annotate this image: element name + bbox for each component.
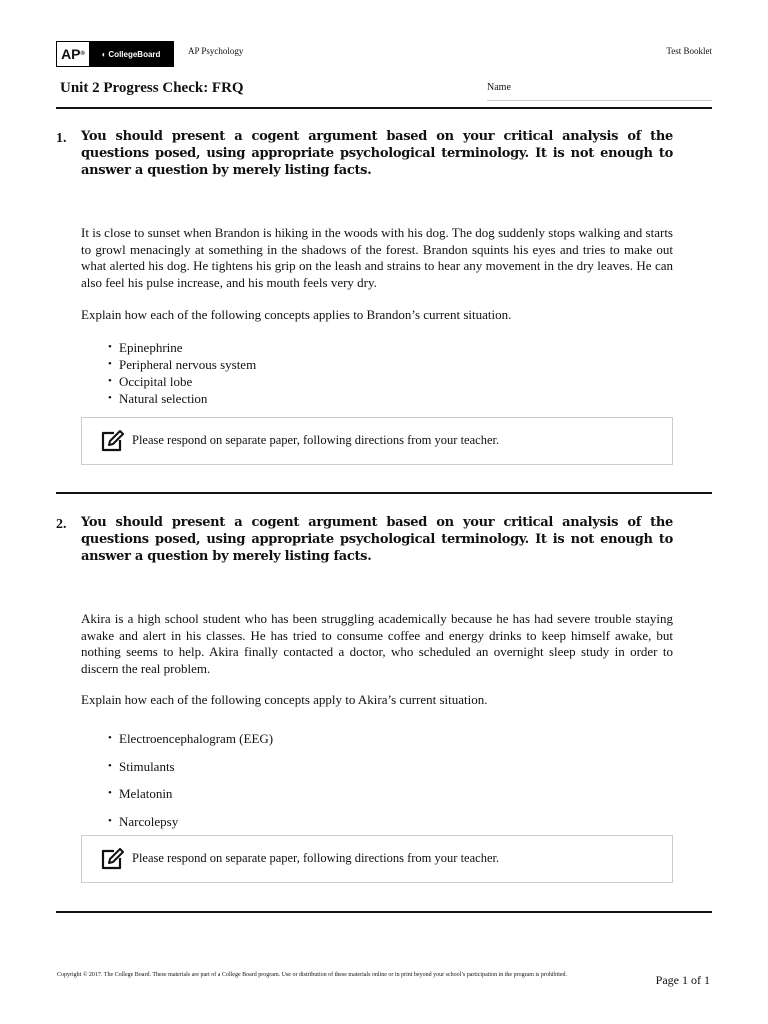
response-note: Please respond on separate paper, following directions from your teacher.	[132, 851, 500, 865]
concept-item: • Stimulants	[108, 753, 273, 781]
ap-logo: AP ®	[57, 42, 89, 66]
copyright-notice: Copyright © 2017. The College Board. These materials are part of a College Board program. Use or distribution of these materials online or in print beyond your school’s participation in the program is prohibited.	[57, 972, 568, 978]
response-note: Please respond on separate paper, following directions from your teacher.	[132, 433, 500, 447]
question-instruction: You should present a cogent argument based on your critical analysis of the questions posed, using appropriate psychological terminology. It is not enough to answer a question by merely listing facts.	[81, 515, 673, 564]
ap-college-board-logo	[56, 41, 174, 67]
response-box	[81, 835, 673, 883]
question-scenario: It is close to sunset when Brandon is hiking in the woods with his dog. The dog suddenly stops walking and starts to growl menacingly at something in the shadows of the forest. Brandon squints his eyes and tries to make out what alerted his dog. He tightens his grip on the leash and strains to hear any movement in the dry leaves. He can also feel his pulse increase, and his mouth feels very dry.	[81, 225, 673, 290]
question-prompt: Explain how each of the following concepts applies to Brandon’s current situation.	[81, 307, 512, 322]
question-number: 2.	[56, 517, 67, 532]
question-prompt: Explain how each of the following concepts apply to Akira’s current situation.	[81, 692, 488, 707]
concept-item: • Peripheral nervous system	[108, 356, 256, 373]
divider	[56, 107, 712, 109]
concept-item: • Narcolepsy	[108, 808, 273, 836]
concept-list	[108, 339, 256, 407]
name-line	[487, 100, 712, 101]
question-instruction: You should present a cogent argument based on your critical analysis of the questions posed, using appropriate psychological terminology. It is not enough to answer a question by merely listing facts.	[81, 129, 673, 178]
name-label: Name	[487, 82, 511, 93]
divider	[56, 911, 712, 913]
concept-list	[108, 725, 273, 835]
acorn-icon: ◐	[101, 49, 107, 59]
course-name: AP Psychology	[188, 46, 244, 56]
concept-item: • Electroencephalogram (EEG)	[108, 725, 273, 753]
concept-item: • Melatonin	[108, 780, 273, 808]
concept-item: • Natural selection	[108, 390, 256, 407]
page-number: Page 1 of 1	[655, 973, 710, 987]
page-header	[56, 41, 712, 65]
divider	[56, 492, 712, 494]
edit-icon	[100, 430, 126, 452]
concept-item: • Occipital lobe	[108, 373, 256, 390]
concept-item: • Epinephrine	[108, 339, 256, 356]
question-number: 1.	[56, 131, 67, 146]
page-title: Unit 2 Progress Check: FRQ	[60, 80, 244, 96]
response-box	[81, 417, 673, 465]
question-scenario: Akira is a high school student who has been struggling academically because he has had severe trouble staying awake and alert in his classes. He has tried to consume coffee and energy drinks to keep himself awake, but nothing seems to help. Akira finally contacted a doctor, who scheduled an overnight sleep study in order to discern the real problem.	[81, 611, 673, 676]
college-board-logo: ◐ CollegeBoard	[89, 42, 173, 66]
edit-icon	[100, 848, 126, 870]
booklet-label: Test Booklet	[666, 46, 712, 56]
